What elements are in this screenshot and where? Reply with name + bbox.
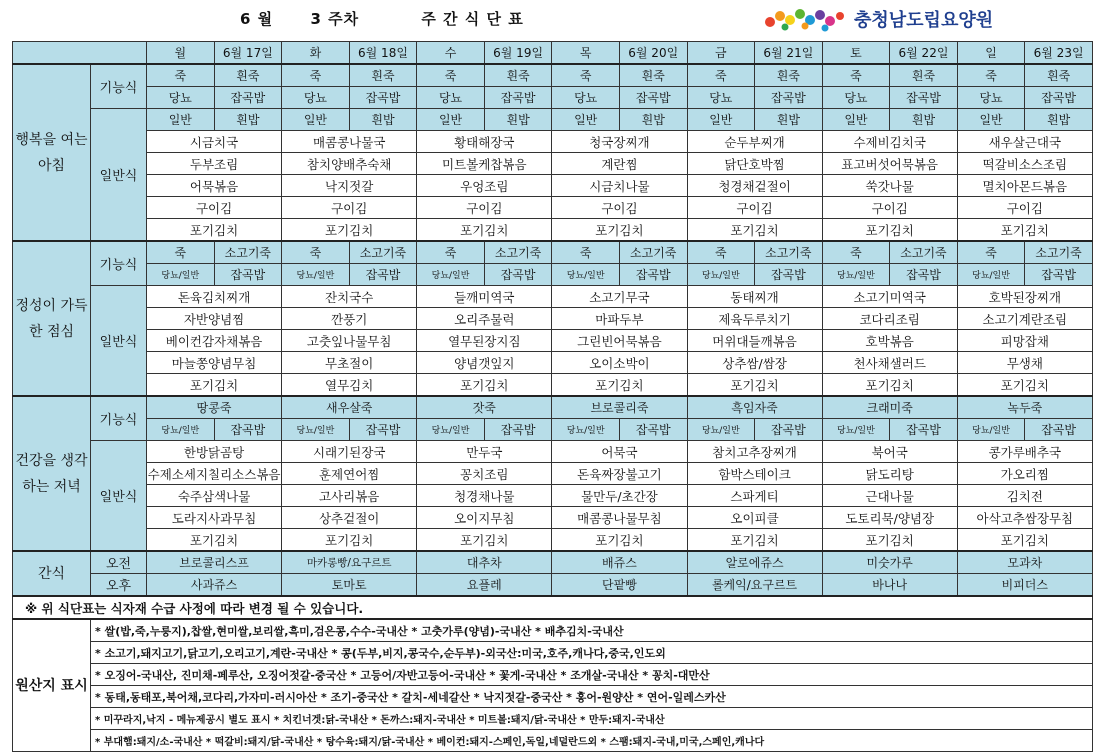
menu-dish: 김치전 [957,485,1092,507]
snack-section-label: 간식 [13,551,91,596]
porridge-item: 소고기죽 [349,241,417,264]
functional-diet-label: 기능식 [91,241,147,286]
menu-dish: 포기김치 [822,219,957,242]
diabetes-rice-item: 잡곡밥 [890,419,958,441]
porridge-item: 죽 [957,241,1025,264]
dinner-section-label: 건강을 생각하는 저녁 [13,396,91,551]
menu-dish: 포기김치 [417,219,552,242]
menu-dish: 떡갈비소스조림 [957,153,1092,175]
menu-dish: 물만두/초간장 [552,485,687,507]
porridge-item: 죽 [552,64,620,87]
porridge-item: 죽 [147,241,215,264]
rice-type-item: 일반 [147,109,215,131]
snack-item: 알로에쥬스 [687,551,822,574]
menu-dish: 무생채 [957,352,1092,374]
general-diet-label: 일반식 [91,286,147,397]
diabetes-rice-item: 잡곡밥 [755,264,823,286]
porridge-item: 죽 [687,241,755,264]
porridge-item: 소고기죽 [484,241,552,264]
menu-dish: 어묵국 [552,441,687,463]
breakfast-section-label: 행복을 여는 아침 [13,64,91,241]
diabetes-rice-item: 당뇨/일반 [282,264,350,286]
weekly-menu-table [12,41,1093,752]
rice-type-item: 흰밥 [214,109,282,131]
menu-dish: 수제소세지칠리소스볶음 [147,463,282,485]
menu-dish: 스파게티 [687,485,822,507]
diabetes-rice-item: 당뇨/일반 [417,419,485,441]
menu-dish: 상추쌈/쌈장 [687,352,822,374]
breakfast-dish-row [13,197,1093,219]
diabetes-rice-item: 당뇨/일반 [417,264,485,286]
diabetes-rice-item: 당뇨 [687,87,755,109]
menu-dish: 머위대들깨볶음 [687,330,822,352]
dinner-general-row [13,441,1093,463]
menu-dish: 낙지젓갈 [282,175,417,197]
breakfast-dish-row [13,131,1093,153]
diabetes-rice-item: 당뇨/일반 [822,264,890,286]
menu-dish: 포기김치 [822,529,957,552]
menu-dish: 청경채나물 [417,485,552,507]
menu-dish: 오리주물럭 [417,308,552,330]
breakfast-dish-row [13,153,1093,175]
day-date: 6월 22일 [890,42,958,65]
dinner-dish-row [13,529,1093,552]
facility-logo [760,4,993,34]
menu-dish: 오이지무침 [417,507,552,529]
lunch-dish-row [13,308,1093,330]
diabetes-rice-item: 당뇨/일반 [687,264,755,286]
lunch-dish-row [13,374,1093,397]
menu-dish: 호박볶음 [822,330,957,352]
menu-dish: 도토리묵/양념장 [822,507,957,529]
diabetes-rice-item: 당뇨/일반 [552,264,620,286]
origin-line: * 부대햄:돼지/소-국내산 * 떡갈비:돼지/닭-국내산 * 탕수육:돼지/닭-국내산 * 베이컨:돼지-스페인,독일,네덜란드외 * 스팸:돼지-국내,미국,스페인,캐나다 [91,730,1093,752]
diabetes-rice-item: 당뇨/일반 [552,419,620,441]
functional-diet-label: 기능식 [91,64,147,109]
page-title: 6 월 3 주차 주 간 식 단 표 [240,10,524,28]
snack-item: 롤케익/요구르트 [687,574,822,597]
origin-row [13,730,1093,752]
menu-dish: 아삭고추쌈장무침 [957,507,1092,529]
porridge-item: 흰죽 [755,64,823,87]
menu-dish: 포기김치 [552,374,687,397]
snack-item: 브로콜리스프 [147,551,282,574]
menu-dish: 멸치아몬드볶음 [957,175,1092,197]
rice-type-item: 일반 [552,109,620,131]
general-diet-label: 일반식 [91,109,147,242]
snack-am-label: 오전 [91,551,147,574]
rice-type-item: 흰밥 [349,109,417,131]
origin-row [13,642,1093,664]
rice-type-item: 일반 [957,109,1025,131]
menu-dish: 마늘쫑양념무침 [147,352,282,374]
porridge-item: 땅콩죽 [147,396,282,419]
menu-dish: 포기김치 [282,529,417,552]
menu-dish: 참치양배추숙채 [282,153,417,175]
menu-dish: 포기김치 [552,529,687,552]
menu-dish: 구이김 [552,197,687,219]
rice-type-item: 흰밥 [1025,109,1093,131]
menu-dish: 쑥갓나물 [822,175,957,197]
diabetes-rice-item: 당뇨 [822,87,890,109]
snack-item: 모과차 [957,551,1092,574]
snack-item: 마카롱빵/요구르트 [282,551,417,574]
day-date: 6월 20일 [619,42,687,65]
origin-label: 원산지 표시 [13,619,91,752]
menu-dish: 한방닭곰탕 [147,441,282,463]
diabetes-rice-item: 잡곡밥 [349,87,417,109]
origin-row [13,619,1093,642]
porridge-item: 죽 [417,64,485,87]
menu-dish: 청국장찌개 [552,131,687,153]
porridge-item: 새우살죽 [282,396,417,419]
menu-dish: 콩가루배추국 [957,441,1092,463]
menu-dish: 양념갯잎지 [417,352,552,374]
rice-type-item: 일반 [822,109,890,131]
dinner-porridge-row [13,396,1093,419]
porridge-item: 죽 [822,241,890,264]
day-date: 6월 23일 [1025,42,1093,65]
breakfast-diabetes-row [13,87,1093,109]
origin-row [13,708,1093,730]
porridge-item: 흰죽 [1025,64,1093,87]
snack-item: 배쥬스 [552,551,687,574]
menu-dish: 두부조림 [147,153,282,175]
menu-dish: 소고기무국 [552,286,687,308]
menu-dish: 포기김치 [822,374,957,397]
menu-dish: 마파두부 [552,308,687,330]
menu-dish: 구이김 [147,197,282,219]
menu-dish: 수제비김치국 [822,131,957,153]
diabetes-rice-item: 잡곡밥 [349,419,417,441]
menu-dish: 참치고추장찌개 [687,441,822,463]
snack-pm-label: 오후 [91,574,147,597]
diabetes-rice-item: 잡곡밥 [890,264,958,286]
diabetes-rice-item: 당뇨/일반 [687,419,755,441]
menu-dish: 호박된장찌개 [957,286,1092,308]
general-diet-label: 일반식 [91,441,147,552]
breakfast-porridge-row [13,64,1093,87]
diabetes-rice-item: 잡곡밥 [214,264,282,286]
snack-item: 단팥빵 [552,574,687,597]
diabetes-rice-item: 당뇨 [552,87,620,109]
flower-logo-icon [760,4,850,34]
breakfast-general-row [13,109,1093,131]
menu-dish: 숙주삼색나물 [147,485,282,507]
menu-dish: 피망잡채 [957,330,1092,352]
menu-dish: 포기김치 [957,529,1092,552]
porridge-item: 소고기죽 [755,241,823,264]
diabetes-rice-item: 잡곡밥 [484,419,552,441]
diabetes-rice-item: 당뇨 [147,87,215,109]
porridge-item: 죽 [822,64,890,87]
menu-dish: 포기김치 [147,529,282,552]
menu-dish: 그린빈어묵볶음 [552,330,687,352]
diabetes-rice-item: 잡곡밥 [214,87,282,109]
dinner-dish-row [13,463,1093,485]
menu-dish: 열무된장지짐 [417,330,552,352]
porridge-item: 흰죽 [890,64,958,87]
menu-dish: 가오리찜 [957,463,1092,485]
menu-dish: 훈제연어찜 [282,463,417,485]
diabetes-rice-item: 잡곡밥 [619,419,687,441]
menu-dish: 만두국 [417,441,552,463]
porridge-item: 흰죽 [619,64,687,87]
menu-dish: 깐풍기 [282,308,417,330]
porridge-item: 소고기죽 [890,241,958,264]
porridge-item: 소고기죽 [1025,241,1093,264]
day-date: 6월 21일 [755,42,823,65]
menu-dish: 오이피클 [687,507,822,529]
day-of-week: 목 [552,42,620,65]
day-of-week: 토 [822,42,890,65]
porridge-item: 흰죽 [214,64,282,87]
rice-type-item: 일반 [417,109,485,131]
day-date: 6월 17일 [214,42,282,65]
menu-dish: 자반양념찜 [147,308,282,330]
snack-item: 바나나 [822,574,957,597]
origin-line: * 오징어-국내산, 진미채-페루산, 오징어젓갈-중국산 * 고등어/자반고등어-국내산 * 꽃게-국내산 * 조개살-국내산 * 꽁치-대만산 [91,664,1093,686]
snack-pm-row [13,574,1093,597]
diabetes-rice-item: 잡곡밥 [619,264,687,286]
menu-dish: 시래기된장국 [282,441,417,463]
menu-dish: 근대나물 [822,485,957,507]
lunch-section-label: 정성이 가득한 점심 [13,241,91,396]
notice-row [13,596,1093,619]
header-row [13,42,1093,65]
porridge-item: 죽 [282,241,350,264]
origin-row [13,664,1093,686]
menu-dish: 구이김 [822,197,957,219]
lunch-general-row [13,286,1093,308]
menu-dish: 닭단호박찜 [687,153,822,175]
porridge-item: 죽 [282,64,350,87]
menu-dish: 돈육짜장불고기 [552,463,687,485]
menu-dish: 구이김 [417,197,552,219]
menu-dish: 포기김치 [687,219,822,242]
day-of-week: 화 [282,42,350,65]
breakfast-dish-row [13,175,1093,197]
porridge-item: 흑임자죽 [687,396,822,419]
snack-item: 요플레 [417,574,552,597]
day-date: 6월 18일 [349,42,417,65]
porridge-item: 흰죽 [349,64,417,87]
menu-dish: 시금치국 [147,131,282,153]
snack-item: 비피더스 [957,574,1092,597]
menu-dish: 고사리볶음 [282,485,417,507]
menu-dish: 코다리조림 [822,308,957,330]
diabetes-rice-item: 당뇨/일반 [822,419,890,441]
menu-dish: 어묵볶음 [147,175,282,197]
diabetes-rice-item: 잡곡밥 [755,419,823,441]
snack-item: 토마토 [282,574,417,597]
menu-dish: 미트볼케찹볶음 [417,153,552,175]
rice-type-item: 일반 [687,109,755,131]
porridge-item: 죽 [417,241,485,264]
porridge-item: 잣죽 [417,396,552,419]
menu-dish: 포기김치 [282,219,417,242]
rice-type-item: 일반 [282,109,350,131]
menu-dish: 닭도리탕 [822,463,957,485]
menu-dish: 소고기미역국 [822,286,957,308]
dinner-diabetes-row [13,419,1093,441]
lunch-porridge-row [13,241,1093,264]
menu-dish: 함박스테이크 [687,463,822,485]
diabetes-rice-item: 당뇨 [282,87,350,109]
menu-dish: 도라지사과무침 [147,507,282,529]
menu-dish: 소고기계란조림 [957,308,1092,330]
menu-dish: 열무김치 [282,374,417,397]
menu-dish: 꽁치조림 [417,463,552,485]
corner-cell [13,42,147,65]
diabetes-rice-item: 당뇨 [957,87,1025,109]
menu-dish: 청경채겉절이 [687,175,822,197]
menu-dish: 상추겉절이 [282,507,417,529]
diabetes-rice-item: 당뇨/일반 [282,419,350,441]
menu-dish: 포기김치 [957,219,1092,242]
menu-dish: 포기김치 [957,374,1092,397]
day-date: 6월 19일 [484,42,552,65]
origin-line: * 동태,동태포,북어채,코다리,가자미-러시아산 * 조기-중국산 * 갈치-세네갈산 * 낙지젓갈-중국산 * 홍어-원양산 * 연어-일레스카산 [91,686,1093,708]
diabetes-rice-item: 잡곡밥 [755,87,823,109]
diabetes-rice-item: 잡곡밥 [484,264,552,286]
menu-dish: 매콤콩나물무침 [552,507,687,529]
origin-row [13,686,1093,708]
menu-dish: 동태찌개 [687,286,822,308]
menu-dish: 계란찜 [552,153,687,175]
diabetes-rice-item: 당뇨/일반 [147,264,215,286]
porridge-item: 죽 [552,241,620,264]
diabetes-rice-item: 잡곡밥 [890,87,958,109]
diabetes-rice-item: 당뇨/일반 [147,419,215,441]
origin-line: * 쌀(밥,죽,누룽지),찹쌀,현미쌀,보리쌀,흑미,검은콩,수수-국내산 * 고춧가루(양념)-국내산 * 배추김치-국내산 [91,619,1093,642]
menu-dish: 포기김치 [687,374,822,397]
facility-name: 충청남도립요양원 [854,10,994,31]
menu-dish: 포기김치 [147,374,282,397]
porridge-item: 죽 [147,64,215,87]
menu-dish: 시금치나물 [552,175,687,197]
menu-dish: 순두부찌개 [687,131,822,153]
menu-dish: 돈육김치찌개 [147,286,282,308]
porridge-item: 크래미죽 [822,396,957,419]
dinner-dish-row [13,507,1093,529]
menu-dish: 구이김 [957,197,1092,219]
diabetes-rice-item: 당뇨/일반 [957,264,1025,286]
snack-item: 미숫가루 [822,551,957,574]
menu-dish: 포기김치 [687,529,822,552]
dinner-dish-row [13,485,1093,507]
snack-am-row [13,551,1093,574]
functional-diet-label: 기능식 [91,396,147,441]
day-of-week: 일 [957,42,1025,65]
porridge-item: 브로콜리죽 [552,396,687,419]
diabetes-rice-item: 당뇨 [417,87,485,109]
menu-dish: 우엉조림 [417,175,552,197]
day-of-week: 금 [687,42,755,65]
origin-line: * 미꾸라지,낙지 - 메뉴제공시 별도 표시 * 치킨너겟:닭-국내산 * 돈까스:돼지-국내산 * 미트볼:돼지/닭-국내산 * 만두:돼지-국내산 [91,708,1093,730]
menu-dish: 포기김치 [417,529,552,552]
rice-type-item: 흰밥 [619,109,687,131]
lunch-dish-row [13,330,1093,352]
porridge-item: 소고기죽 [214,241,282,264]
porridge-item: 죽 [687,64,755,87]
diabetes-rice-item: 잡곡밥 [1025,264,1093,286]
menu-dish: 새우살근대국 [957,131,1092,153]
menu-dish: 매콤콩나물국 [282,131,417,153]
breakfast-dish-row [13,219,1093,242]
menu-dish: 잔치국수 [282,286,417,308]
day-of-week: 월 [147,42,215,65]
lunch-dish-row [13,352,1093,374]
menu-dish: 황태해장국 [417,131,552,153]
menu-dish: 구이김 [687,197,822,219]
rice-type-item: 흰밥 [755,109,823,131]
porridge-item: 죽 [957,64,1025,87]
porridge-item: 소고기죽 [619,241,687,264]
diabetes-rice-item: 잡곡밥 [619,87,687,109]
menu-dish: 오이소박이 [552,352,687,374]
rice-type-item: 흰밥 [890,109,958,131]
porridge-item: 녹두죽 [957,396,1092,419]
menu-dish: 표고버섯어묵볶음 [822,153,957,175]
diabetes-rice-item: 잡곡밥 [484,87,552,109]
menu-dish: 포기김치 [552,219,687,242]
snack-item: 사과쥬스 [147,574,282,597]
menu-dish: 천사채샐러드 [822,352,957,374]
menu-dish: 포기김치 [147,219,282,242]
snack-item: 대추차 [417,551,552,574]
menu-dish: 구이김 [282,197,417,219]
menu-dish: 무초절이 [282,352,417,374]
diabetes-rice-item: 잡곡밥 [214,419,282,441]
diabetes-rice-item: 잡곡밥 [349,264,417,286]
diabetes-rice-item: 잡곡밥 [1025,419,1093,441]
menu-dish: 베이컨감자채볶음 [147,330,282,352]
change-notice: ※ 위 식단표는 식자재 수급 사정에 따라 변경 될 수 있습니다. [13,596,1093,619]
rice-type-item: 흰밥 [484,109,552,131]
diabetes-rice-item: 당뇨/일반 [957,419,1025,441]
origin-line: * 소고기,돼지고기,닭고기,오리고기,계란-국내산 * 콩(두부,비지,콩국수,순두부)-외국산:미국,호주,캐나다,중국,인도외 [91,642,1093,664]
diabetes-rice-item: 잡곡밥 [1025,87,1093,109]
menu-dish: 고춧잎나물무침 [282,330,417,352]
lunch-diabetes-row [13,264,1093,286]
porridge-item: 흰죽 [484,64,552,87]
menu-dish: 북어국 [822,441,957,463]
menu-dish: 제육두루치기 [687,308,822,330]
menu-dish: 포기김치 [417,374,552,397]
day-of-week: 수 [417,42,485,65]
menu-dish: 들깨미역국 [417,286,552,308]
